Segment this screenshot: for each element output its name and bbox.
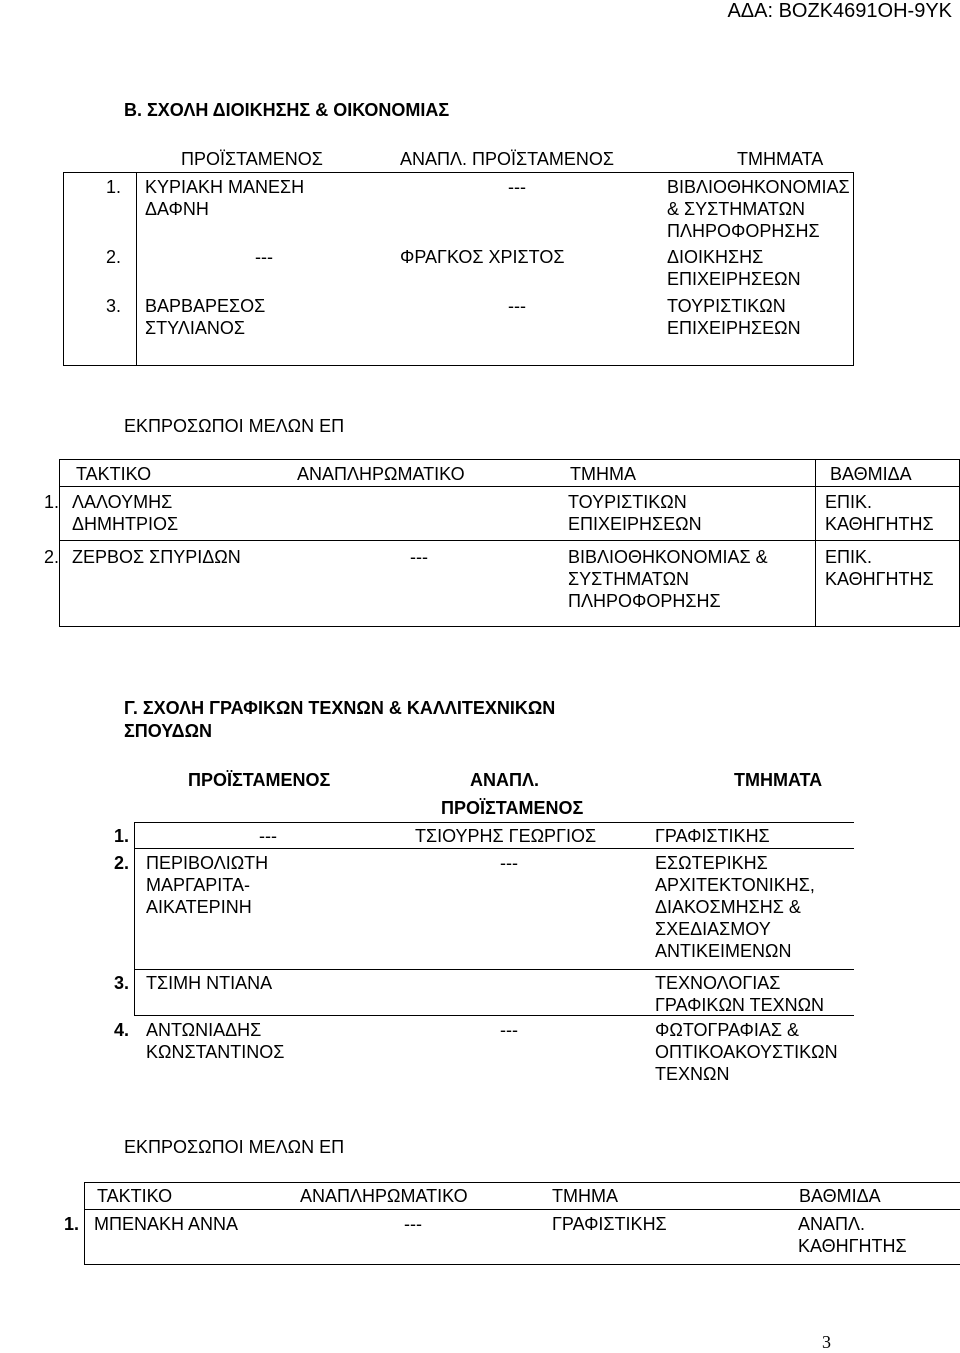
deputy-name: ΦΡΑΓΚΟΣ ΧΡΙΣΤΟΣ	[400, 247, 565, 267]
deputy-name: ΤΣΙΟΥΡΗΣ ΓΕΩΡΓΙΟΣ	[415, 826, 597, 846]
row-number: 1.	[64, 1214, 80, 1234]
row-number: 1.	[114, 826, 130, 846]
regular-member: ΜΠΕΝΑΚΗ ΑΝΝΑ	[94, 1214, 239, 1234]
department-name: ΔΙΟΙΚΗΣΗΣ ΕΠΙΧΕΙΡΗΣΕΩΝ	[667, 247, 801, 289]
member-department: ΤΟΥΡΙΣΤΙΚΩΝ ΕΠΙΧΕΙΡΗΣΕΩΝ	[568, 492, 702, 534]
department-name: ΦΩΤΟΓΡΑΦΙΑΣ & ΟΠΤΙΚΟΑΚΟΥΣΤΙΚΩΝ ΤΕΧΝΩΝ	[655, 1020, 838, 1084]
deputy-name: ---	[500, 1020, 518, 1040]
deputy-name: ---	[500, 853, 518, 873]
col-header-departments: ΤΜΗΜΑΤΑ	[734, 770, 823, 790]
head-name: ΑΝΤΩΝΙΑΔΗΣ ΚΩΝΣΤΑΝΤΙΝΟΣ	[146, 1020, 285, 1062]
row-number: 1.	[44, 492, 60, 512]
school-c-members-title: ΕΚΠΡΟΣΩΠΟΙ ΜΕΛΩΝ ΕΠ	[124, 1137, 345, 1157]
member-rank: ΕΠΙΚ. ΚΑΘΗΓΗΤΗΣ	[825, 492, 934, 534]
members-header-department: ΤΜΗΜΑ	[570, 464, 636, 484]
alternate-member: ---	[410, 547, 428, 567]
col-header-head: ΠΡΟΪΣΤΑΜΕΝΟΣ	[188, 770, 331, 790]
row-number: 2.	[106, 247, 122, 267]
deputy-name: ---	[508, 296, 526, 316]
member-department: ΒΙΒΛΙΟΘΗΚΟΝΟΜΙΑΣ & ΣΥΣΤΗΜΑΤΩΝ ΠΛΗΡΟΦΟΡΗΣΗΣ	[568, 547, 768, 611]
member-rank: ΕΠΙΚ. ΚΑΘΗΓΗΤΗΣ	[825, 547, 934, 589]
department-name: ΓΡΑΦΙΣΤΙΚΗΣ	[655, 826, 770, 846]
member-rank: ΑΝΑΠΛ. ΚΑΘΗΓΗΤΗΣ	[798, 1214, 907, 1256]
school-c-title-line1: Γ. ΣΧΟΛΗ ΓΡΑΦΙΚΩΝ ΤΕΧΝΩΝ & ΚΑΛΛΙΤΕΧΝΙΚΩΝ	[124, 698, 556, 718]
member-department: ΓΡΑΦΙΣΤΙΚΗΣ	[552, 1214, 667, 1234]
regular-member: ΛΑΛΟΥΜΗΣ ΔΗΜΗΤΡΙΟΣ	[72, 492, 179, 534]
department-name: ΤΟΥΡΙΣΤΙΚΩΝ ΕΠΙΧΕΙΡΗΣΕΩΝ	[667, 296, 801, 338]
row-number: 2.	[44, 547, 60, 567]
head-name: ΤΣΙΜΗ ΝΤΙΑΝΑ	[146, 973, 273, 993]
document-code: ΑΔΑ: ΒΟΖΚ4691ΟΗ-9ΥΚ	[727, 0, 952, 22]
col-header-head: ΠΡΟΪΣΤΑΜΕΝΟΣ	[181, 149, 323, 169]
col-header-deputy-line1: ΑΝΑΠΛ.	[470, 770, 540, 790]
deputy-name: ---	[508, 177, 526, 197]
col-header-deputy-line2: ΠΡΟΪΣΤΑΜΕΝΟΣ	[441, 798, 584, 818]
department-name: ΒΙΒΛΙΟΘΗΚΟΝΟΜΙΑΣ & ΣΥΣΤΗΜΑΤΩΝ ΠΛΗΡΟΦΟΡΗΣΗΣ	[667, 177, 850, 241]
members-header-rank: ΒΑΘΜΙΔΑ	[830, 464, 912, 484]
regular-member: ΖΕΡΒΟΣ ΣΠΥΡΙΔΩΝ	[72, 547, 241, 567]
page-number: 3	[822, 1332, 831, 1352]
head-name: ---	[255, 247, 273, 267]
head-name: ΒΑΡΒΑΡΕΣΟΣ ΣΤΥΛΙΑΝΟΣ	[145, 296, 266, 338]
members-header-regular: ΤΑΚΤΙΚΟ	[97, 1186, 173, 1206]
members-header-department: ΤΜΗΜΑ	[552, 1186, 618, 1206]
members-header-alternate: ΑΝΑΠΛΗΡΩΜΑΤΙΚΟ	[300, 1186, 468, 1206]
row-number: 3.	[106, 296, 122, 316]
col-header-departments: ΤΜΗΜΑΤΑ	[737, 149, 824, 169]
alternate-member: ---	[404, 1214, 422, 1234]
row-number: 2.	[114, 853, 130, 873]
members-header-regular: ΤΑΚΤΙΚΟ	[76, 464, 152, 484]
head-name: ---	[259, 826, 277, 846]
school-b-title: Β. ΣΧΟΛΗ ΔΙΟΙΚΗΣΗΣ & ΟΙΚΟΝΟΜΙΑΣ	[124, 100, 450, 120]
head-name: ΠΕΡΙΒΟΛΙΩΤΗ ΜΑΡΓΑΡΙΤΑ- ΑΙΚΑΤΕΡΙΝΗ	[146, 853, 269, 917]
school-c-title-line2: ΣΠΟΥΔΩΝ	[124, 721, 213, 741]
row-number: 3.	[114, 973, 130, 993]
members-header-rank: ΒΑΘΜΙΔΑ	[799, 1186, 881, 1206]
department-name: ΤΕΧΝΟΛΟΓΙΑΣ ΓΡΑΦΙΚΩΝ ΤΕΧΝΩΝ	[655, 973, 825, 1015]
row-number: 1.	[106, 177, 122, 197]
school-b-members-title: ΕΚΠΡΟΣΩΠΟΙ ΜΕΛΩΝ ΕΠ	[124, 416, 345, 436]
department-name: ΕΣΩΤΕΡΙΚΗΣ ΑΡΧΙΤΕΚΤΟΝΙΚΗΣ, ΔΙΑΚΟΣΜΗΣΗΣ & ΣΧΕΔΙΑΣΜΟΥ ΑΝΤΙΚΕΙΜΕΝΩΝ	[655, 853, 815, 961]
members-header-alternate: ΑΝΑΠΛΗΡΩΜΑΤΙΚΟ	[297, 464, 465, 484]
row-number: 4.	[114, 1020, 130, 1040]
col-header-deputy: ΑΝΑΠΛ. ΠΡΟΪΣΤΑΜΕΝΟΣ	[400, 149, 614, 169]
head-name: ΚΥΡΙΑΚΗ ΜΑΝΕΣΗ ΔΑΦΝΗ	[145, 177, 305, 219]
